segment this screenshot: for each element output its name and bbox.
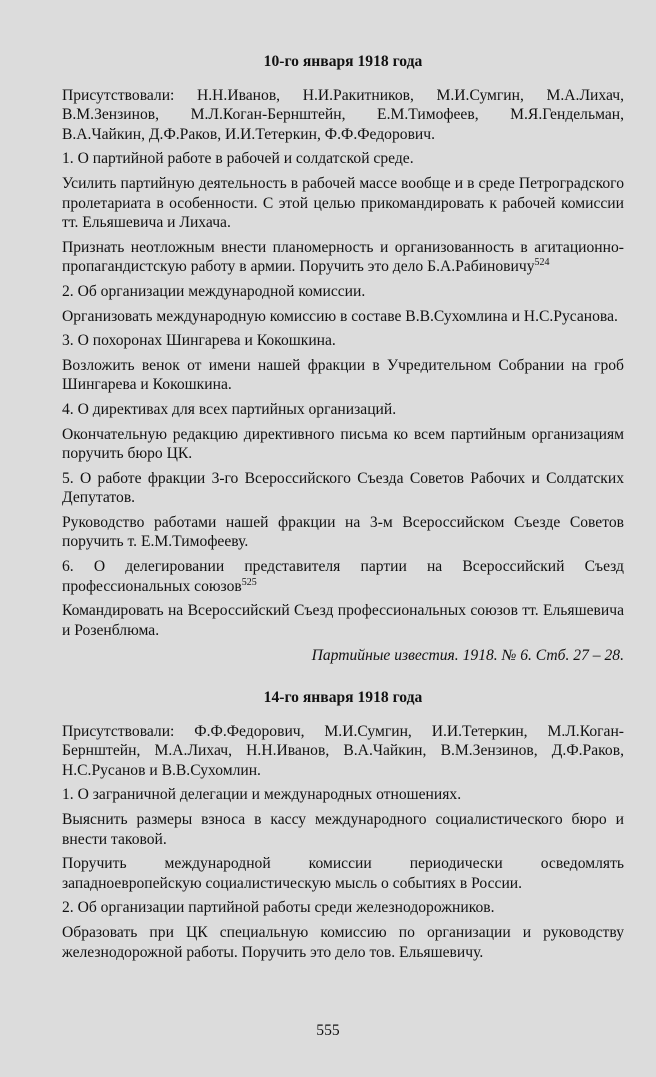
resolution-text: Командировать на Всероссийский Съезд профессиональных союзов тт. Ельяшевича и Розенблюма. [62, 602, 624, 639]
resolution-text: Окончательную редакцию директивного письма ко всем партийным организациям поручить бюро ЦК. [62, 425, 624, 463]
page-number: 555 [316, 1022, 340, 1039]
section-heading-jan14: 14-го января 1918 года [263, 689, 423, 707]
attendance-jan14: Присутствовали: Ф.Ф.Федорович, М.И.Сумгин, И.И.Тетеркин, М.Л.Коган-Бернштейн, М.А.Лихач, Н.Н.Иванов, В.А.Чайкин, В.М.Зензинов, Д.Ф.Раков, Н.С.Русанов и В.В.Сухомлин. [62, 722, 624, 779]
agenda-item: 4. О директивах для всех партийных организаций. [62, 400, 397, 418]
resolution-text: Руководство работами нашей фракции на 3-м Всероссийском Съезде Советов поручить т. Е.М.Тимофееву. [62, 513, 624, 551]
resolution-text: Выяснить размеры взноса в кассу международного социалистического бюро и внести таковой. [62, 811, 624, 848]
resolution-text: Усилить партийную деятельность в рабочей массе вообще и в среде Петроградского пролетариата в особенности. С этой целью прикомандировать к рабочей комиссии тт. Ельяшевича и Лихача. [62, 174, 624, 232]
agenda-item: 5. О работе фракции 3-го Всероссийского Съезда Советов Рабочих и Солдатских Депутатов. [62, 469, 624, 507]
section-heading-jan10: 10-го января 1918 года [263, 53, 423, 70]
agenda-item: 3. О похоронах Шингарева и Кокошкина. [62, 332, 336, 350]
agenda-item: 1. О партийной работе в рабочей и солдатской среде. [62, 150, 414, 168]
resolution-text: Образовать при ЦК специальную комиссию по организации и руководству железнодорожной работы. Поручить это дело тов. Ельяшевичу. [62, 923, 624, 961]
agenda-item: 1. О заграничной делегации и международных отношениях. [62, 786, 462, 804]
agenda-item: 2. Об организации международной комиссии. [62, 282, 366, 300]
footnote-ref[interactable]: 525 [241, 576, 257, 588]
footnote-ref[interactable]: 524 [534, 257, 550, 269]
resolution-text: Организовать международную комиссию в составе В.В.Сухомлина и Н.С.Русанова. [62, 307, 618, 325]
source-citation: Партийные известия. 1918. № 6. Стб. 27 – 28. [311, 647, 624, 665]
agenda-item: 6. О делегировании представителя партии на Всероссийский Съезд профессиональных союзов$^{525}$ [62, 558, 624, 595]
page-content [62, 46, 624, 967]
resolution-text: Признать неотложным внести планомерность и организованность в агитационно-пропагандистскую работу в армии. Поручить это дело Б.А.Рабиновичу$^{524}$ [62, 238, 624, 276]
resolution-text: Возложить венок от имени нашей фракции в Учредительном Собрании на гроб Шингарева и Кокошкина. [62, 356, 624, 394]
resolution-text: Поручить международной комиссии периодически осведомлять западноевропейскую социалистическую мысль о событиях в России. [62, 855, 624, 892]
attendance-jan10: Присутствовали: Н.Н.Иванов, Н.И.Ракитников, М.И.Сумгин, М.А.Лихач, В.М.Зензинов, М.Л.Коган-Бернштейн, Е.М.Тимофеев, М.Я.Гендельман, В.А.Чайкин, Д.Ф.Раков, И.И.Тетеркин, Ф.Ф.Федорович. [62, 86, 624, 143]
agenda-item: 2. Об организации партийной работы среди железнодорожников. [62, 899, 495, 917]
